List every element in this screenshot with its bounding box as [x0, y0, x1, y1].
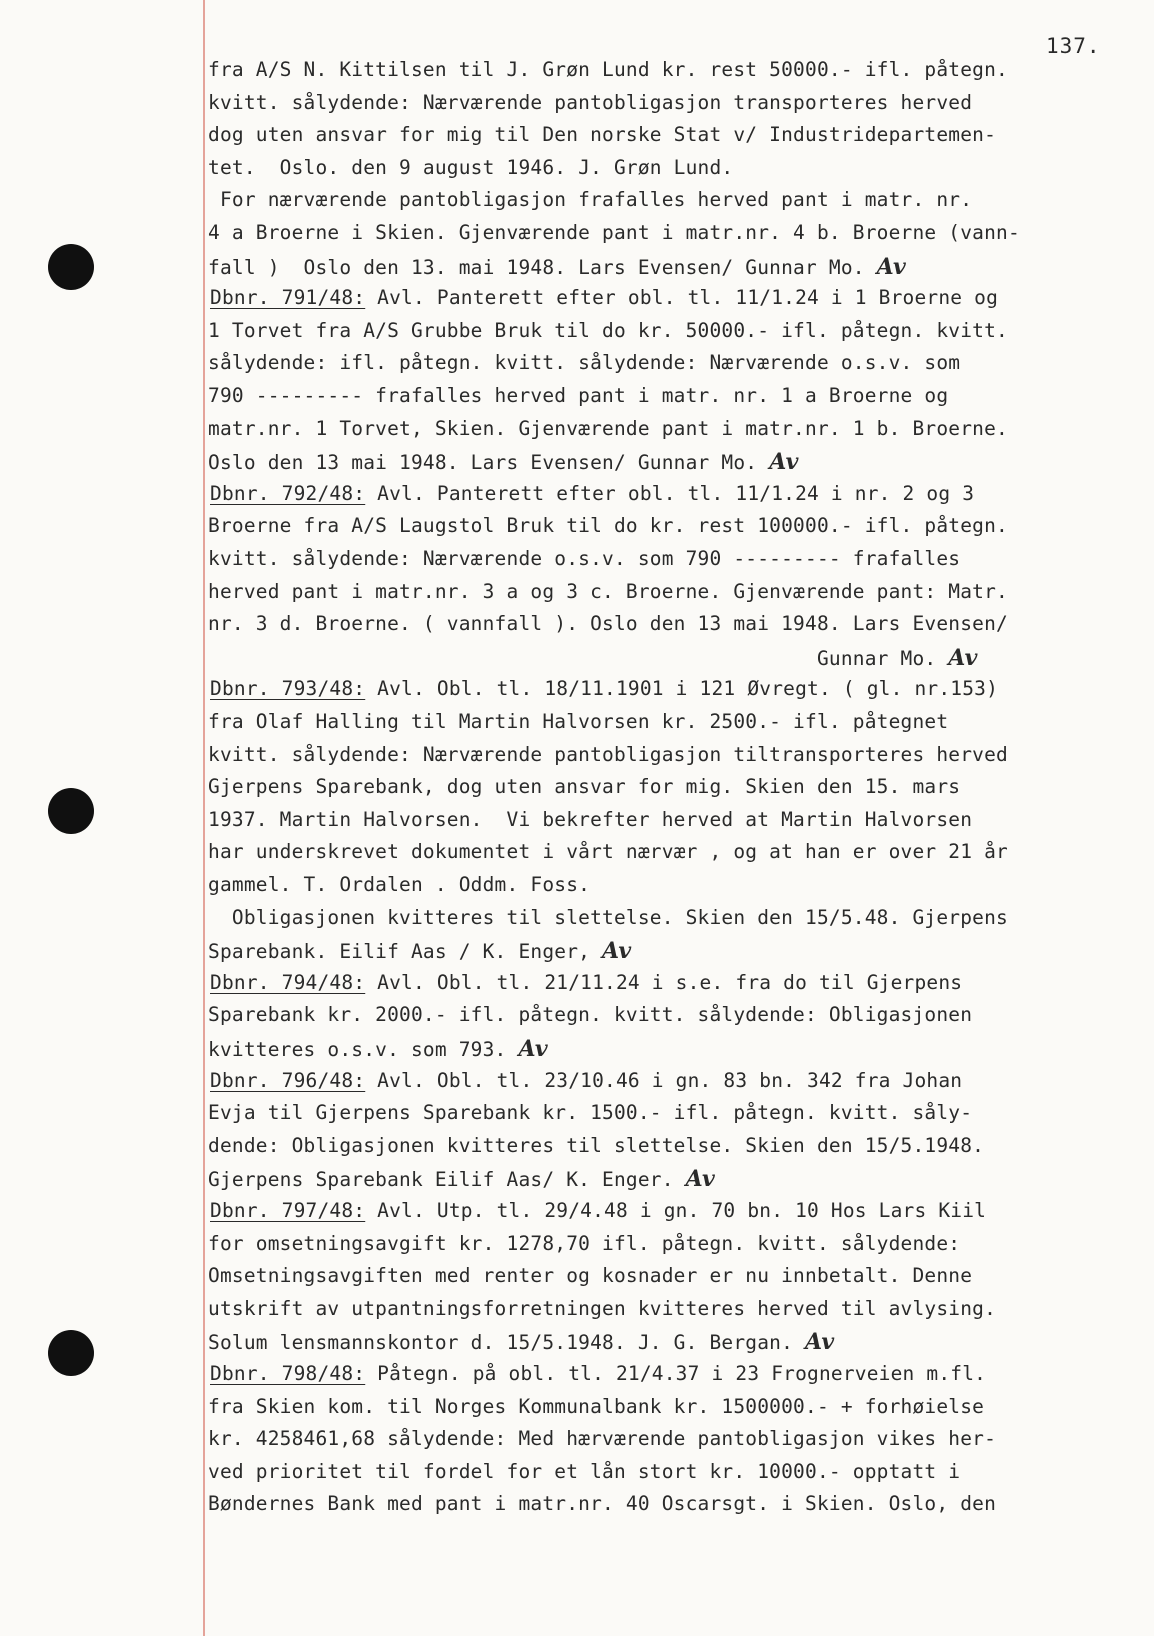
line-text: har underskrevet dokumentet i vårt nærvær , og at han er over 21 år	[208, 840, 1008, 864]
line-text: fall ) Oslo den 13. mai 1948. Lars Evensen/ Gunnar Mo.	[208, 255, 877, 279]
text-line	[210, 1362, 986, 1385]
line-text: 1937. Martin Halvorsen. Vi bekrefter herved at Martin Halvorsen	[208, 807, 973, 831]
binder-hole-top	[48, 244, 94, 290]
text-line	[208, 91, 972, 114]
line-text: 4 a Broerne i Skien. Gjenværende pant i matr.nr. 4 b. Broerne (vann-	[208, 221, 1020, 244]
entry-number: Dbnr. 796/48:	[210, 1068, 366, 1092]
line-text: For nærværende pantobligasjon frafalles herved pant i matr. nr.	[208, 188, 973, 212]
text-line	[208, 319, 1008, 342]
line-text: Sparebank kr. 2000.- ifl. påtegn. kvitt. sålydende: Obligasjonen	[208, 1003, 973, 1027]
line-text: Avl. Utp. tl. 29/4.48 i gn. 70 bn. 10 Hos Lars Kiil	[365, 1199, 987, 1222]
text-line	[208, 1460, 960, 1483]
text-line	[208, 384, 948, 407]
text-line	[208, 417, 1008, 440]
line-text: fra Skien kom. til Norges Kommunalbank kr. 1500000.- + forhøielse	[208, 1394, 985, 1418]
entry-number: Dbnr. 793/48:	[210, 677, 366, 701]
line-text: kr. 4258461,68 sålydende: Med hærværende pantobligasjon vikes her-	[208, 1427, 997, 1451]
text-line	[208, 710, 948, 733]
text-line	[208, 743, 1008, 766]
text-line	[208, 873, 590, 896]
line-text: utskrift av utpantningsforretningen kvitteres herved til avlysing.	[208, 1296, 997, 1320]
binder-hole-middle	[48, 788, 94, 834]
text-line	[210, 1199, 986, 1222]
text-line	[208, 221, 1020, 244]
handwritten-initials: Av	[602, 938, 632, 965]
line-text: kvitteres o.s.v. som 793.	[208, 1038, 519, 1061]
text-line	[208, 1395, 984, 1418]
line-text: 790 --------- frafalles herved pant i matr. nr. 1 a Broerne og	[208, 384, 949, 407]
line-text: for omsetningsavgift kr. 1278,70 ifl. påtegn. kvitt. sålydende:	[208, 1231, 961, 1255]
handwritten-initials: Av	[685, 1166, 715, 1193]
line-text: Bøndernes Bank med pant i matr.nr. 40 Oscarsgt. i Skien. Oslo, den	[208, 1492, 997, 1516]
text-line	[210, 482, 974, 505]
line-text: Avl. Obl. tl. 21/11.24 i s.e. fra do til Gjerpens	[365, 970, 963, 994]
text-line	[208, 1166, 715, 1192]
line-text: nr. 3 d. Broerne. ( vannfall ). Oslo den 13 mai 1948. Lars Evensen/	[208, 612, 1008, 636]
line-text: Avl. Panterett efter obl. tl. 11/1.24 i 1 Broerne og	[365, 286, 999, 310]
line-text: herved pant i matr.nr. 3 a og 3 c. Broerne. Gjenværende pant: Matr.	[208, 579, 1008, 603]
text-line	[208, 1232, 960, 1255]
text-line	[210, 1069, 962, 1092]
text-line	[208, 514, 1008, 537]
line-text: fra Olaf Halling til Martin Halvorsen kr. 2500.- ifl. påtegnet	[208, 710, 949, 733]
line-text: Omsetningsavgiften med renter og kosnader er nu innbetalt. Denne	[208, 1264, 973, 1288]
text-line	[208, 1297, 996, 1320]
line-text: Gunnar Mo.	[208, 646, 949, 670]
line-text: gammel. T. Ordalen . Oddm. Foss.	[208, 873, 591, 896]
handwritten-initials: Av	[876, 253, 907, 280]
line-text: kvitt. sålydende: Nærværende pantobligasjon tiltransporteres herved	[208, 742, 1008, 766]
entry-number: Dbnr. 792/48:	[210, 481, 366, 505]
entry-number: Dbnr. 794/48:	[210, 970, 366, 994]
page-number: 137.	[1046, 34, 1101, 58]
line-text: 1 Torvet fra A/S Grubbe Bruk til do kr. 50000.- ifl. påtegn. kvitt.	[208, 318, 1008, 342]
line-text: kvitt. sålydende: Nærværende pantobligasjon transporteres herved	[208, 90, 973, 114]
text-line	[208, 775, 960, 798]
text-line	[208, 1003, 972, 1026]
text-line	[208, 645, 978, 671]
line-text: Avl. Obl. tl. 23/10.46 i gn. 83 bn. 342 fra Johan	[365, 1068, 963, 1092]
text-line	[208, 156, 733, 179]
line-text: matr.nr. 1 Torvet, Skien. Gjenværende pant i matr.nr. 1 b. Broerne.	[208, 416, 1008, 440]
text-line	[208, 840, 1008, 863]
text-line	[208, 547, 960, 570]
line-text: dog uten ansvar for mig til Den norske Stat v/ Industridepartemen-	[208, 123, 997, 147]
line-text: Broerne fra A/S Laugstol Bruk til do kr. rest 100000.- ifl. påtegn.	[208, 514, 1008, 538]
line-text: Oslo den 13 mai 1948. Lars Evensen/ Gunnar Mo.	[208, 451, 770, 475]
text-line	[208, 1492, 996, 1515]
text-line	[210, 677, 998, 700]
line-text: Påtegn. på obl. tl. 21/4.37 i 23 Frognerveien m.fl.	[365, 1362, 987, 1385]
text-line	[208, 938, 631, 964]
handwritten-initials: Av	[769, 449, 799, 476]
line-text: Sparebank. Eilif Aas / K. Enger,	[208, 940, 603, 964]
handwritten-initials: Av	[805, 1329, 835, 1356]
text-line	[208, 808, 972, 831]
text-line	[208, 1101, 972, 1124]
text-line	[208, 123, 996, 146]
text-line	[208, 1329, 834, 1355]
line-text: ved prioritet til fordel for et lån stort kr. 10000.- opptatt i	[208, 1459, 961, 1483]
line-text: Gjerpens Sparebank, dog uten ansvar for mig. Skien den 15. mars	[208, 775, 961, 799]
entry-number: Dbnr. 791/48:	[210, 286, 366, 310]
entry-number: Dbnr. 798/48:	[210, 1362, 366, 1385]
line-text: Evja til Gjerpens Sparebank kr. 1500.- ifl. påtegn. kvitt. såly-	[208, 1101, 973, 1125]
line-text: tet. Oslo. den 9 august 1946. J. Grøn Lund.	[208, 155, 734, 179]
text-line	[208, 58, 1008, 81]
line-text: Avl. Panterett efter obl. tl. 11/1.24 i nr. 2 og 3	[365, 481, 975, 505]
line-text: dende: Obligasjonen kvitteres til slettelse. Skien den 15/5.1948.	[208, 1133, 985, 1157]
text-line	[208, 580, 1008, 603]
binder-hole-bottom	[48, 1330, 94, 1376]
text-line	[208, 1134, 984, 1157]
line-text: kvitt. sålydende: Nærværende o.s.v. som 790 --------- frafalles	[208, 547, 961, 570]
entry-number: Dbnr. 797/48:	[210, 1199, 366, 1222]
text-line	[208, 612, 1008, 635]
text-line	[210, 286, 998, 309]
text-line	[208, 351, 960, 374]
text-line	[208, 449, 799, 475]
text-line	[208, 1036, 548, 1062]
margin-rule	[203, 0, 205, 1636]
text-line	[210, 971, 962, 994]
line-text: sålydende: ifl. påtegn. kvitt. sålydende: Nærværende o.s.v. som	[208, 351, 961, 375]
text-line	[208, 906, 1008, 929]
line-text: fra A/S N. Kittilsen til J. Grøn Lund kr. rest 50000.- ifl. påtegn.	[208, 58, 1008, 81]
line-text: Obligasjonen kvitteres til slettelse. Skien den 15/5.48. Gjerpens	[208, 905, 1008, 929]
line-text: Solum lensmannskontor d. 15/5.1948. J. G. Bergan.	[208, 1331, 805, 1355]
handwritten-initials: Av	[948, 644, 978, 671]
line-text: Avl. Obl. tl. 18/11.1901 i 121 Øvregt. ( gl. nr.153)	[365, 677, 999, 701]
handwritten-initials: Av	[518, 1036, 548, 1062]
line-text: Gjerpens Sparebank Eilif Aas/ K. Enger.	[208, 1168, 686, 1192]
text-line	[208, 188, 972, 211]
text-line	[208, 1264, 972, 1287]
text-line	[208, 254, 906, 280]
text-line	[208, 1427, 996, 1450]
